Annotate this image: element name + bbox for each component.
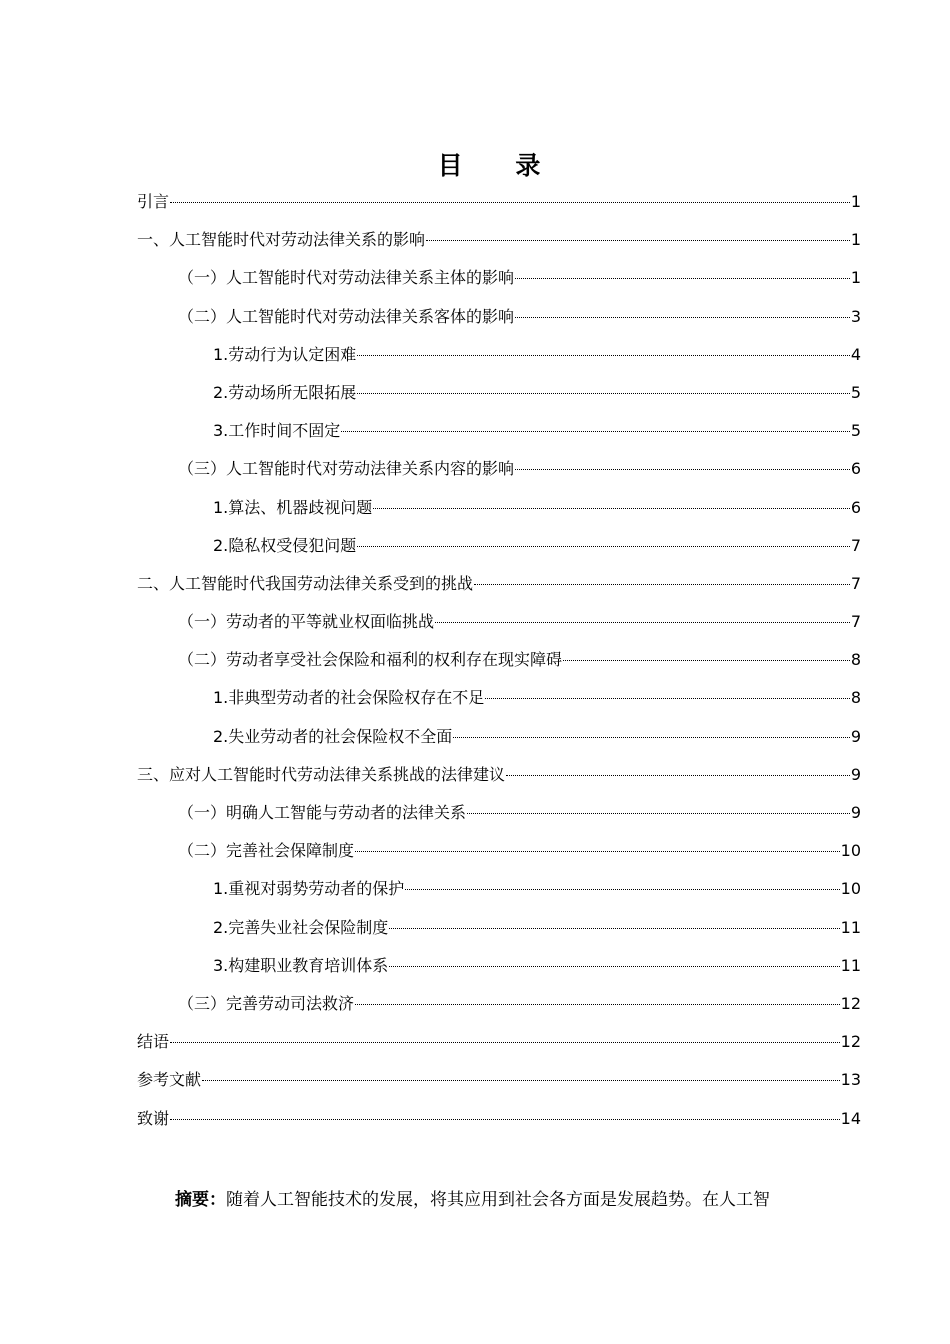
- toc-entry[interactable]: [137, 800, 861, 838]
- toc-title: 目 录: [437, 151, 563, 180]
- abstract-label: 摘要：: [175, 1190, 226, 1210]
- toc-entry-label: （二）人工智能时代对劳动法律关系客体的影响: [178, 306, 515, 326]
- dot-leader: [467, 813, 850, 814]
- toc-entry-page: 1: [850, 192, 861, 211]
- toc-entry[interactable]: [137, 991, 861, 1029]
- toc-entry-page: 6: [850, 459, 861, 479]
- abstract-text: 随着人工智能技术的发展，将其应用到社会各方面是发展趋势。在人工智: [226, 1190, 770, 1210]
- dot-leader: [389, 966, 839, 967]
- toc-entry-page: 12: [840, 993, 861, 1013]
- dot-leader: [357, 355, 850, 356]
- dot-leader: [453, 737, 850, 738]
- toc-entry-page: 14: [840, 1108, 861, 1128]
- dot-leader: [355, 1004, 840, 1005]
- toc-entry-label: 1.重视对弱势劳动者的保护: [213, 879, 405, 899]
- dot-leader: [506, 775, 850, 776]
- toc-entry-page: 1: [850, 230, 861, 250]
- abstract-paragraph: [175, 1185, 770, 1210]
- toc-entry-label: 一、人工智能时代对劳动法律关系的影响: [137, 230, 426, 250]
- toc-entry-page: 7: [850, 535, 861, 555]
- toc-entry[interactable]: [137, 227, 861, 265]
- toc-entry[interactable]: [137, 533, 861, 571]
- toc-entry[interactable]: [137, 571, 861, 609]
- toc-entry[interactable]: [137, 762, 861, 800]
- toc-entry-label: （三）完善劳动司法救济: [178, 993, 355, 1013]
- dot-leader: [170, 1119, 840, 1120]
- toc-entry-label: 二、人工智能时代我国劳动法律关系受到的挑战: [137, 573, 474, 593]
- toc-entry-page: 12: [840, 1032, 861, 1052]
- toc-entry-page: 1: [850, 268, 861, 288]
- toc-entry-label: 结语: [137, 1032, 170, 1052]
- table-of-contents: [137, 189, 861, 1144]
- dot-leader: [515, 278, 850, 279]
- toc-entry-label: （一）劳动者的平等就业权面临挑战: [178, 612, 435, 632]
- toc-entry-label: 2.劳动场所无限拓展: [213, 382, 357, 402]
- toc-entry-page: 8: [850, 650, 861, 670]
- dot-leader: [515, 317, 850, 318]
- toc-entry-label: （二）完善社会保障制度: [178, 841, 355, 861]
- toc-entry[interactable]: [137, 1029, 861, 1067]
- toc-entry[interactable]: [137, 915, 861, 953]
- toc-entry-label: 1.非典型劳动者的社会保险权存在不足: [213, 688, 485, 708]
- toc-entry[interactable]: [137, 456, 861, 494]
- toc-entry-page: 4: [850, 344, 861, 364]
- toc-entry-label: 参考文献: [137, 1070, 202, 1090]
- toc-entry-page: 3: [850, 306, 861, 326]
- toc-entry[interactable]: [137, 304, 861, 342]
- toc-entry-label: 1.算法、机器歧视问题: [213, 497, 373, 517]
- toc-entry[interactable]: [137, 1106, 861, 1144]
- toc-entry-label: （一）明确人工智能与劳动者的法律关系: [178, 803, 467, 822]
- toc-entry-label: （二）劳动者享受社会保险和福利的权利存在现实障碍: [178, 650, 563, 670]
- dot-leader: [373, 508, 850, 509]
- toc-entry[interactable]: [137, 495, 861, 533]
- toc-entry-label: （一）人工智能时代对劳动法律关系主体的影响: [178, 268, 515, 288]
- toc-entry[interactable]: [137, 953, 861, 991]
- toc-entry[interactable]: [137, 838, 861, 876]
- toc-entry[interactable]: [137, 418, 861, 456]
- toc-entry-label: 引言: [137, 192, 170, 211]
- toc-entry[interactable]: [137, 685, 861, 723]
- toc-entry-page: 9: [850, 726, 861, 746]
- toc-entry-label: 1.劳动行为认定困难: [213, 344, 357, 364]
- toc-entry-page: 7: [850, 573, 861, 593]
- toc-entry[interactable]: [137, 265, 861, 303]
- dot-leader: [474, 584, 850, 585]
- toc-entry[interactable]: [137, 342, 861, 380]
- toc-entry[interactable]: [137, 876, 861, 914]
- toc-entry-page: 11: [840, 917, 861, 937]
- dot-leader: [341, 431, 850, 432]
- dot-leader: [202, 1080, 840, 1081]
- toc-entry[interactable]: [137, 609, 861, 647]
- dot-leader: [389, 928, 839, 929]
- toc-entry[interactable]: [137, 1067, 861, 1105]
- toc-entry[interactable]: [137, 647, 861, 685]
- toc-entry-page: 7: [850, 612, 861, 632]
- toc-entry-page: 8: [850, 688, 861, 708]
- toc-entry[interactable]: [137, 380, 861, 418]
- dot-leader: [435, 622, 850, 623]
- dot-leader: [426, 240, 850, 241]
- toc-entry-page: 10: [840, 841, 861, 861]
- dot-leader: [563, 660, 850, 661]
- toc-entry-label: 3.工作时间不固定: [213, 421, 341, 441]
- toc-entry-label: 2.隐私权受侵犯问题: [213, 535, 357, 555]
- toc-entry-page: 6: [850, 497, 861, 517]
- toc-entry-page: 9: [850, 764, 861, 784]
- dot-leader: [357, 393, 850, 394]
- toc-entry-page: 10: [840, 879, 861, 899]
- toc-entry[interactable]: [137, 189, 861, 227]
- toc-entry-label: 2.失业劳动者的社会保险权不全面: [213, 726, 453, 746]
- dot-leader: [405, 889, 839, 890]
- dot-leader: [170, 1042, 840, 1043]
- toc-entry-page: 13: [840, 1070, 861, 1090]
- dot-leader: [355, 851, 840, 852]
- toc-entry-label: 三、应对人工智能时代劳动法律关系挑战的法律建议: [137, 764, 506, 784]
- toc-entry[interactable]: [137, 724, 861, 762]
- toc-entry-label: 3.构建职业教育培训体系: [213, 955, 389, 975]
- dot-leader: [515, 469, 850, 470]
- toc-entry-label: 致谢: [137, 1108, 170, 1128]
- dot-leader: [485, 698, 850, 699]
- dot-leader: [357, 546, 850, 547]
- toc-entry-label: （三）人工智能时代对劳动法律关系内容的影响: [178, 459, 515, 479]
- toc-entry-page: 5: [850, 382, 861, 402]
- dot-leader: [170, 202, 850, 203]
- toc-entry-page: 5: [850, 421, 861, 441]
- toc-entry-page: 9: [850, 803, 861, 822]
- toc-entry-label: 2.完善失业社会保险制度: [213, 917, 389, 937]
- toc-entry-page: 11: [840, 955, 861, 975]
